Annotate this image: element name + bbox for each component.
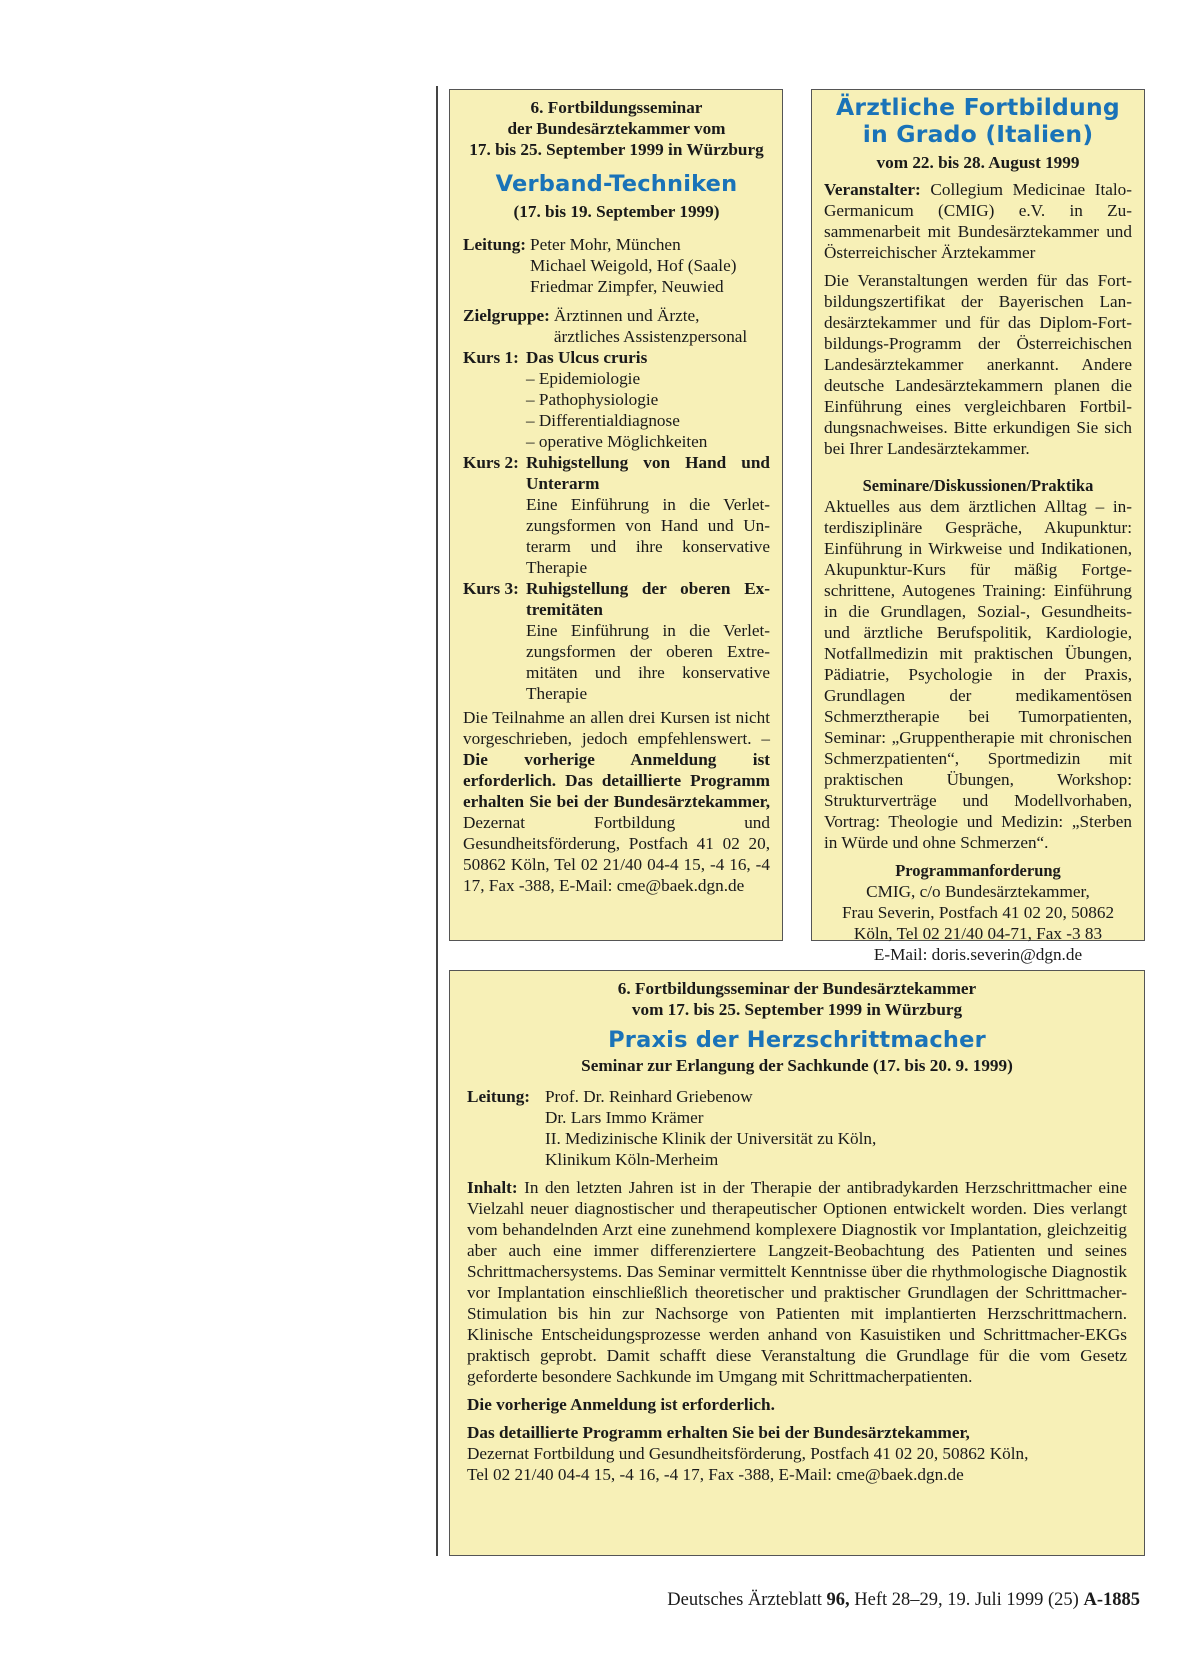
box1-kurs1: Kurs 1: Das Ulcus cruris – Epidemiologie – Pathophysiologie – Differentialdiagnose – operative Möglichkeiten [463, 348, 708, 451]
box1-kurs3: Kurs 3: Ruhigstellung der oberen Extremitäten Eine Einführung in die Verletzungsformen der oberen Extremitäten und ihre konservative Therapie [463, 579, 770, 703]
box2-seminare-text: Aktuelles aus dem ärztlichen Alltag – interdisziplinäre Gespräche, Akupunktur: Einführung in Wirkweise und Indikationen, Akupunktur-Kurs für mäßig Fortgeschrittene, Autogenes Training: Einführung in die Grundlagen, Sozial-, Gesundheits- und ärztliche Berufspolitik, Kardiologie, Notfallmedizin mit praktischen Übungen, Pädiatrie, Psychologie in der Praxis, Grundlagen der medikamentösen Schmerztherapie bei Tumorpatienten, Seminar: „Gruppentherapie mit chronischen Schmerzpatienten“, Sportmedizin mit praktischen Übungen, Workshop: Strukturverträge und Modellvorhaben, Vortrag: Theologie und Medizin: „Sterben in Würde und ohne Schmerzen“. [824, 497, 1132, 852]
box3-anmeldung: Die vorherige Anmeldung ist erforderlich. [467, 1395, 775, 1414]
box3-header: 6. Fortbildungsseminar der Bundesärztekammer vom 17. bis 25. September 1999 in Würzburg [617, 979, 977, 1019]
box1-title: Verband-Techniken [495, 171, 738, 197]
box2-title: Ärztliche Fortbildung in Grado (Italien) [836, 93, 1120, 148]
box2-programm-lines: CMIG, c/o Bundesärztekammer, Frau Severin, Postfach 41 02 20, 50862 Köln, Tel 02 21/40 04-71, Fax -3 83 E-Mail: doris.severin@dgn.de [841, 882, 1115, 964]
box3-programm: Das detaillierte Programm erhalten Sie bei der Bundesärztekammer, Dezernat Fortbildung und Gesundheitsförderung, Postfach 41 02 20, 50862 Köln, Tel 02 21/40 04-4 15, -4 16, -4 17, Fax -388, E-Mail: cme@baek.dgn.de [467, 1423, 1029, 1484]
box2-dates: vom 22. bis 28. August 1999 [876, 153, 1080, 172]
box1-kurs2: Kurs 2: Ruhigstellung von Hand und Unterarm Eine Einführung in die Verletzungsformen von Hand und Unterarm und ihre konservative Therapie [463, 453, 770, 577]
box1-leitung: Leitung: Peter Mohr, München Michael Weigold, Hof (Saale) Friedmar Zimpfer, Neuwied [463, 235, 737, 296]
box3-subtitle: Seminar zur Erlangung der Sachkunde (17. bis 20. 9. 1999) [581, 1056, 1013, 1075]
column-rule [436, 86, 438, 1556]
box3-title: Praxis der Herzschrittmacher [608, 1027, 986, 1053]
box2-para1: Die Veranstaltungen werden für das Fortbildungszertifikat der Bayerischen Landesärztekammer und für das Diplom-Fortbildungs-Programm der Österreichischen Landesärztekammer anerkannt. Andere deutsche Landesärztekammern planen die Einführung eines vergleichbaren Fortbildungsnachweises. Bitte erkundigen Sie sich bei Ihrer Landesärztekammer. [824, 271, 1132, 458]
box1-closing: Die Teilnahme an allen drei Kursen ist nicht vorgeschrieben, jedoch empfehlenswert. – Die vorherige Anmeldung ist erforderlich. Das detaillierte Programm erhalten Sie bei der Bundesärztekammer, Dezernat Fortbildung und Gesundheitsförderung, Postfach 41 02 20, 50862 Köln, Tel 02 21/40 04-4 15, -4 16, -4 17, Fax -388, E-Mail: cme@baek.dgn.de [463, 708, 770, 895]
box3-inhalt: Inhalt: In den letzten Jahren ist in der Therapie der antibradykarden Herzschrittmacher eine Vielzahl neuer diagnostischer und therapeutischer Optionen entwickelt worden. Dies verlangt vom behandelnden Arzt eine zunehmend komplexere Diagnostik vor Implantation, gleichzeitig aber auch eine immer differenziertere Langzeit-Beobachtung des Patienten und seines Schrittmachersystems. Das Seminar vermittelt Kenntnisse über die rhythmologische Diagnostik vor Implantation einschließlich theoretischer und praktischer Grundlagen der Schrittmacher-Stimulation bis hin zur Nachsorge von Patienten mit implantierten Herzschrittmachern. Klinische Entscheidungsprozesse werden anhand von Kasuistiken und Schrittmacher-EKGs praktisch geprobt. Damit schafft diese Veranstaltung die Grundlage für die vom Gesetz geforderte besondere Sachkunde im Umgang mit Schrittmacherpatienten. [467, 1178, 1127, 1386]
seminar-box-grado [811, 89, 1145, 964]
box2-seminare-heading: Seminare/Diskussionen/Praktika [862, 476, 1094, 495]
seminar-box-herzschrittmacher [449, 970, 1145, 1556]
page-number: A-1885 [1083, 1590, 1140, 1610]
box2-programm-heading: Programmanforderung [895, 861, 1061, 880]
box1-dates: (17. bis 19. September 1999) [513, 202, 720, 221]
box3-leitung: Leitung: Prof. Dr. Reinhard Griebenow Dr. Lars Immo Krämer II. Medizinische Klinik der Universität zu Köln, Klinikum Köln-Merheim [467, 1087, 877, 1169]
box2-veranstalter: Veranstalter: Collegium Medicinae Italo-Germanicum (CMIG) e.V. in Zusammenarbeit mit Bundesärztekammer und Österreichischer Ärztekammer [824, 180, 1132, 262]
box1-zielgruppe: Zielgruppe: Ärztinnen und Ärzte, ärztliches Assistenzpersonal [463, 306, 748, 346]
box1-header: 6. Fortbildungsseminar der Bundesärztekammer vom 17. bis 25. September 1999 in Würzburg [469, 98, 764, 159]
seminar-box-verband-techniken [449, 89, 783, 941]
page-footer: Deutsches Ärzteblatt 96, Heft 28–29, 19. Juli 1999 (25) A-1885 [667, 1590, 1140, 1610]
